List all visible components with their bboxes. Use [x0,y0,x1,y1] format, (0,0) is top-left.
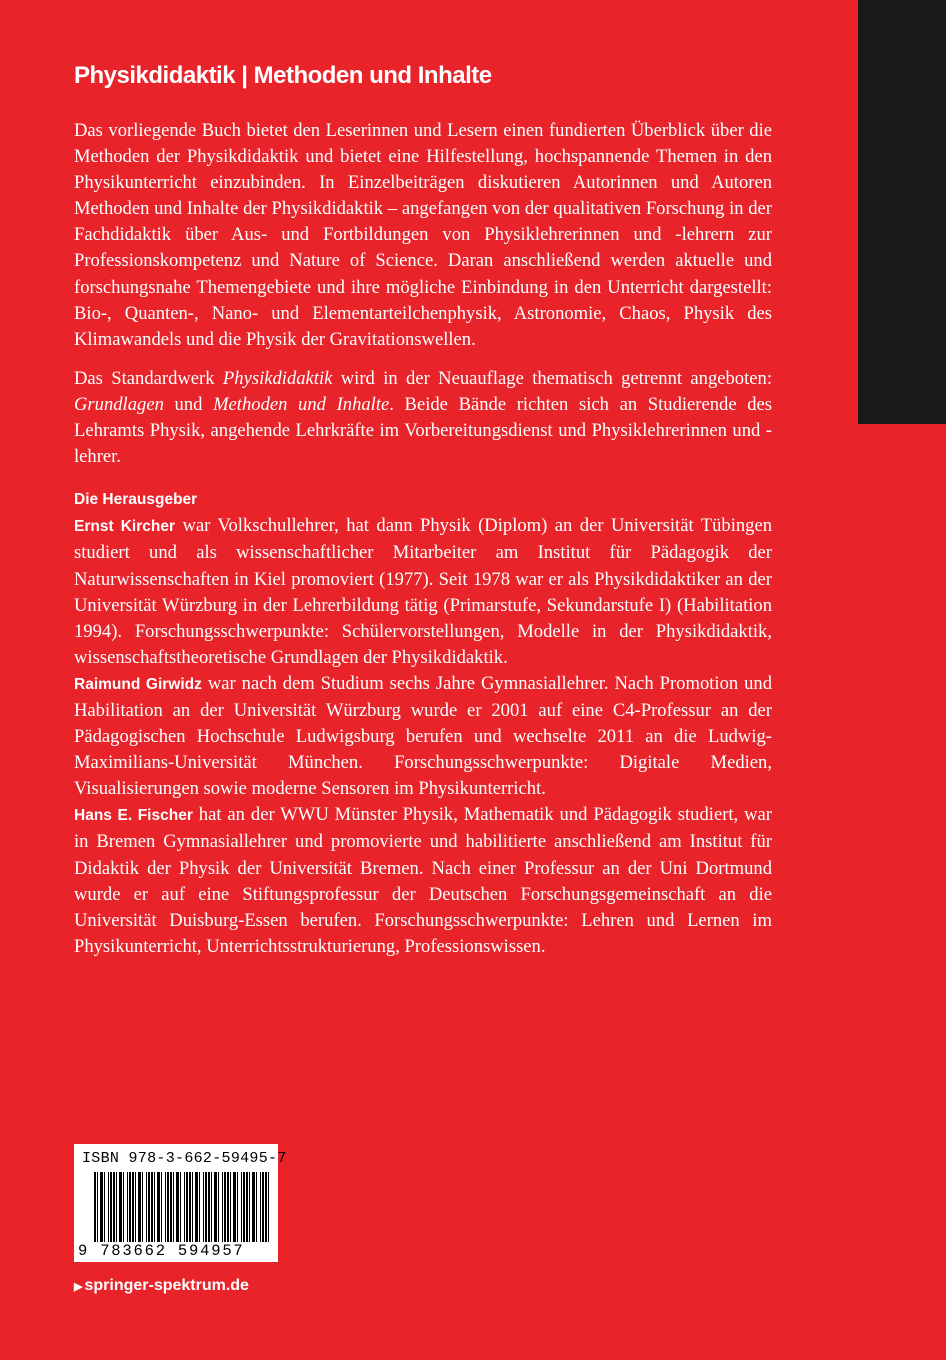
isbn-label: ISBN 978-3-662-59495-7 [82,1150,287,1167]
standard-text-2: wird in der Neuauflage thematisch getrennt angeboten: [332,367,772,389]
editor-bio-text: hat an der WWU Münster Physik, Mathematik und Pädagogik studiert, war in Bremen Gymnasiallehrer und promovierte und habilitierte anschließend am Institut für Didaktik der Physik der Universität Bremen. Nach einer Professur an der Uni Dortmund wurde er auf eine Stiftungsprofessur der Deutschen Forschungsgemeinschaft an die Universität Duisburg-Essen berufen. Forschungsschwerpunkte: Lehren und Lernen im Physikunterricht, Unterrichtsstrukturierung, Professionswissen. [74,804,772,957]
editor-bio-text: war nach dem Studium sechs Jahre Gymnasiallehrer. Nach Promotion und Habilitation an der Universität Würzburg wurde er 2001 auf eine C4-Professur an der Pädagogischen Hochschule Ludwigsburg berufen und wechselte 2011 an die Ludwig-Maximilians-Universität München. Forschungsschwerpunkte: Digitale Medien, Visualisierungen sowie moderne Sensoren im Physikunterricht. [74,672,772,800]
standard-text-1: Das Standardwerk [74,367,223,389]
back-cover-text [74,118,772,960]
standard-text-3: und [163,393,214,415]
editor-name: Ernst Kircher [74,518,176,536]
editor-bio [74,802,772,960]
editor-bio-text: war Volkschullehrer, hat dann Physik (Diplom) an der Universität Tübingen studiert und als wissenschaftlicher Mitarbeiter am Institut für Pädagogik der Naturwissenschaften in Kiel promoviert (1977). Seit 1978 war er als Physikdidaktiker an der Universität Würzburg in der Lehrerbildung tätig (Primarstufe, Sekundarstufe I) (Habilitation 1994). Forschungsschwerpunkte: Schülervorstellungen, Modelle in der Physikdidaktik, wissenschaftstheoretische Grundlagen der Physikdidaktik. [74,515,772,668]
barcode-bars [94,1172,270,1242]
series-title: Physikdidaktik | Methoden und Inhalte [74,62,492,89]
isbn-barcode [74,1144,287,1262]
standard-emphasis-2: Grundlagen [74,393,164,415]
black-spine-tab [858,0,946,424]
intro-paragraph: Das vorliegende Buch bietet den Leserinnen und Lesern einen fundierten Überblick über die Methoden der Physikdidaktik und bietet eine Hilfestellung, hochspannende Themen in den Physikunterricht einzubinden. In Einzelbeiträgen diskutieren Autorinnen und Autoren Methoden und Inhalte der Physikdidaktik – angefangen von der qualitativen Forschung in der Fachdidaktik über Aus- und Fortbildungen von Physiklehrerinnen und -lehrern zur Professionskompetenz und Nature of Science. Daran anschließend werden aktuelle und forschungsnahe Themengebiete und ihre mögliche Einbindung in den Unterricht dargestellt: Bio-, Quanten-, Nano- und Elementarteilchenphysik, Astronomie, Chaos, Physik des Klimawandels und die Physik der Gravitationswellen. [74,120,772,350]
editor-name: Raimund Girwidz [74,675,202,693]
editors-heading: Die Herausgeber [74,491,198,509]
arrow-right-icon: ▶ [74,1281,83,1293]
barcode-digits: 9 783662 594957 [78,1242,245,1260]
editor-name: Hans E. Fischer [74,807,193,825]
standard-emphasis-3: Methoden und Inhalte [213,393,390,415]
website-url: springer-spektrum.de [84,1277,249,1294]
editor-bio [74,671,772,802]
editor-bio [74,513,772,671]
standard-emphasis-1: Physikdidaktik [222,367,333,389]
publisher-website[interactable] [74,1277,249,1295]
standard-paragraph [74,366,772,470]
standard-text-4: . Beide Bände richten sich an Studierende des Lehramts Physik, angehende Lehrkräfte im Vorbereitungsdienst und Physiklehrerinnen und -lehrer. [74,393,773,468]
